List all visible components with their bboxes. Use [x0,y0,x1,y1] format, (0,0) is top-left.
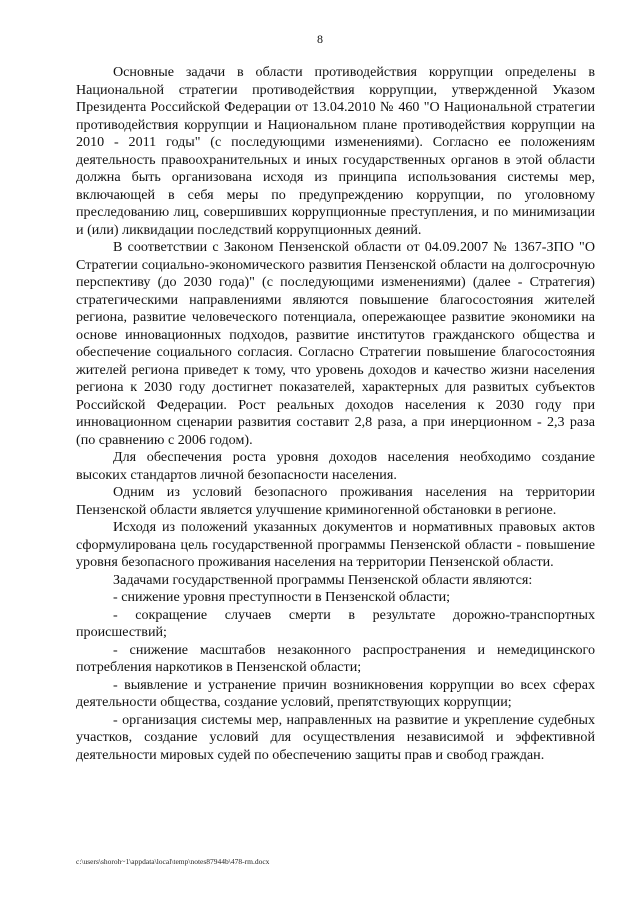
paragraph-anticorruption-strategy: Основные задачи в области противодействия коррупции определены в Национальной стратегии противодействия коррупции, утвержденной Указом Президента Российской Федерации от 13.04.2010 № 460 "О Национальной стратегии противодействия коррупции и Национальном плане противодействия коррупции на 2010 - 2011 годы" (с последующими изменениями). Согласно ее положениям деятельность правоохранительных и иных государственных органов в этой области должна быть организована исходя из принципа использования системы мер, включающей в себя меры по предупреждению коррупции, по уголовному преследованию лиц, совершивших коррупционные преступления, и по минимизации и (или) ликвидации последствий коррупционных деяний. [76,64,595,238]
paragraph-income-growth: Для обеспечения роста уровня доходов населения необходимо создание высоких стандартов личной безопасности населения. [76,449,595,483]
paragraph-program-goal: Исходя из положений указанных документов и нормативных правовых актов сформулирована цель государственной программы Пензенской области - повышение уровня безопасного проживания населения на территории Пензенской области. [76,519,595,570]
task-item-crime-reduction: - снижение уровня преступности в Пензенской области; [113,589,451,605]
page-number: 8 [317,32,323,46]
task-item-road-deaths: - сокращение случаев смерти в результате дорожно-транспортных происшествий; [76,606,595,640]
footer-file-path: c:\users\shoroh~1\appdata\local\temp\notes87944b\478-rm.docx [76,857,270,866]
task-item-drugs: - снижение масштабов незаконного распространения и немедицинского потребления наркотиков в Пензенской области; [76,641,595,675]
task-item-judicial-districts: - организация системы мер, направленных на развитие и укрепление судебных участков, создание условий для осуществления независимой и эффективной деятельности мировых судей по обеспечению защиты прав и свобод граждан. [76,711,595,763]
paragraph-safe-living-condition: Одним из условий безопасного проживания населения на территории Пензенской области является улучшение криминогенной обстановки в регионе. [76,484,595,518]
document-body [76,64,595,764]
task-item-corruption: - выявление и устранение причин возникновения коррупции во всех сферах деятельности общества, создание условий, препятствующих коррупции; [76,676,595,710]
paragraph-program-tasks-intro: Задачами государственной программы Пензенской области являются: [113,571,533,588]
paragraph-regional-strategy: В соответствии с Законом Пензенской области от 04.09.2007 № 1367-ЗПО "О Стратегии социально-экономического развития Пензенской области на долгосрочную перспективу (до 2030 года)" (с последующими изменениями) (далее - Стратегия) стратегическими направлениями являются повышение благосостояния жителей региона, развитие человеческого потенциала, опережающее развитие экономики на основе инновационных подходов, развитие институтов гражданского общества и обеспечение социального согласия. Согласно Стратегии повышение благосостояния жителей региона приведет к тому, что уровень доходов и качество жизни населения региона к 2030 году достигнет показателей, характерных для развитых субъектов Российской Федерации. Рост реальных доходов населения к 2030 году при инновационном сценарии развития составит 2,8 раза, а при инерционном - 2,3 раза (по сравнению с 2006 годом). [76,239,595,448]
